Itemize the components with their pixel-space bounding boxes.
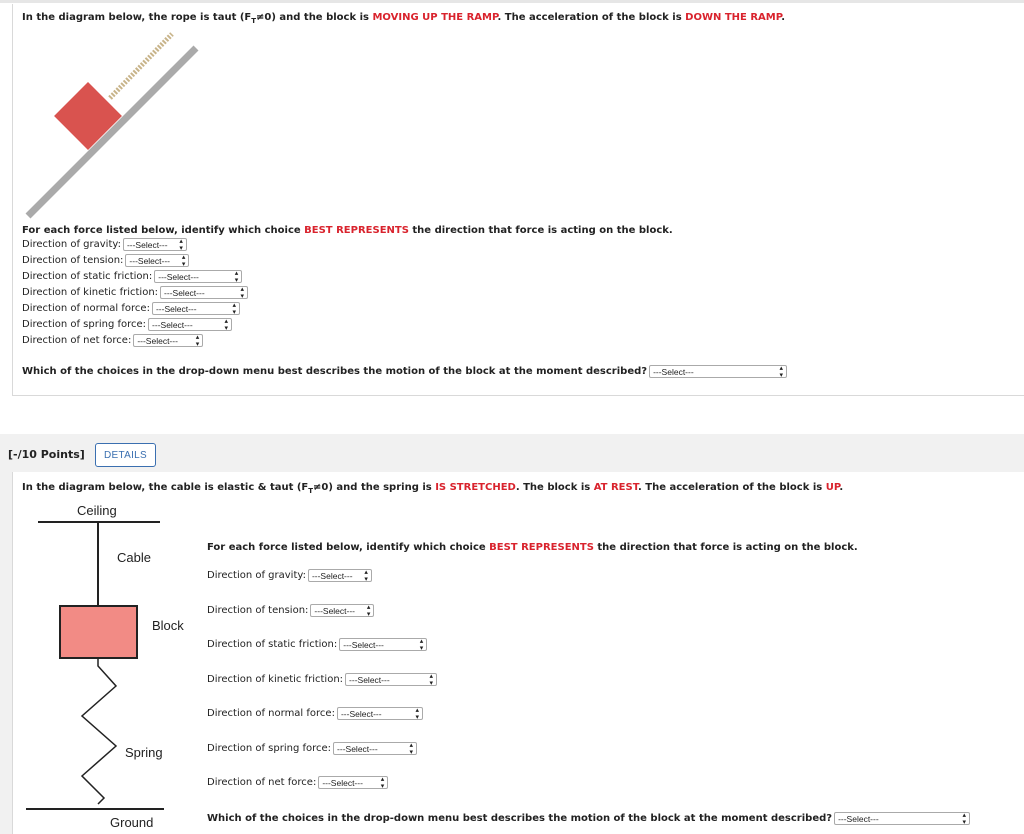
ramp	[28, 48, 196, 216]
block-label: Block	[152, 618, 184, 633]
points-label: [-/10 Points]	[8, 448, 85, 461]
select-arrows-icon: ▴ ▾	[415, 706, 419, 721]
select-arrows-icon: ▴ ▾	[779, 364, 784, 379]
top-divider	[0, 0, 1024, 3]
q1-motion-row: Which of the choices in the drop-down menu best describes the motion of the block at the moment described? ---Select--- ▴ ▾	[22, 365, 787, 378]
q2-spring-force-select[interactable]: ---Select--- ▴ ▾	[333, 742, 417, 755]
q1-spring-force-select[interactable]: ---Select--- ▴ ▾	[148, 318, 232, 331]
select-arrows-icon: ▴ ▾	[962, 811, 967, 826]
q1-motion-select[interactable]: ---Select--- ▴ ▾	[649, 365, 787, 378]
details-button[interactable]: DETAILS	[95, 443, 156, 467]
select-arrows-icon: ▴ ▾	[366, 603, 371, 618]
select-arrows-icon: ▴ ▾	[429, 672, 434, 687]
q1-static-friction-select[interactable]: ---Select--- ▴ ▾	[154, 270, 242, 283]
select-arrows-icon: ▴ ▾	[232, 301, 236, 316]
q2-row-gravity: Direction of gravity: ---Select--- ▴ ▾	[207, 569, 372, 582]
q1-row-spring-force: Direction of spring force: ---Select--- ▴ ▾	[22, 318, 232, 331]
q2-row-normal-force: Direction of normal force: ---Select--- ▴ ▾	[207, 707, 423, 720]
select-arrows-icon: ▴ ▾	[224, 317, 229, 332]
q2-normal-force-select[interactable]: ---Select--- ▴ ▾	[337, 707, 423, 720]
select-arrows-icon: ▴ ▾	[179, 237, 183, 252]
q2-intro: In the diagram below, the cable is elastic & taut $(F_T\ne 0)$ and the spring is IS STRETCHED. The block is AT REST. The acceleration of the block is UP.	[22, 482, 844, 495]
hanging-block	[60, 606, 137, 658]
cable-label: Cable	[117, 550, 151, 565]
q1-gravity-select[interactable]: ---Select--- ▴ ▾	[123, 238, 187, 251]
q2-tension-select[interactable]: ---Select--- ▴ ▾	[310, 604, 374, 617]
select-arrows-icon: ▴ ▾	[419, 637, 424, 652]
select-arrows-icon: ▴ ▾	[364, 568, 368, 583]
q2-motion-row: Which of the choices in the drop-down menu best describes the motion of the block at the moment described? ---Select--- ▴ ▾	[207, 812, 970, 825]
q2-row-kinetic-friction: Direction of kinetic friction: ---Select--- ▴ ▾	[207, 673, 437, 686]
q2-instructions: For each force listed below, identify which choice BEST REPRESENTS the direction that force is acting on the block.	[207, 542, 858, 553]
q1-kinetic-friction-select[interactable]: ---Select--- ▴ ▾	[160, 286, 248, 299]
spring-diagram	[24, 518, 164, 814]
select-arrows-icon: ▴ ▾	[380, 775, 385, 790]
q2-net-force-select[interactable]: ---Select--- ▴ ▾	[318, 776, 388, 789]
q2-row-spring-force: Direction of spring force: ---Select--- ▴ ▾	[207, 742, 417, 755]
q1-row-net-force: Direction of net force: ---Select--- ▴ ▾	[22, 334, 203, 347]
spring-label: Spring	[125, 745, 163, 760]
ramp-block	[54, 82, 122, 150]
q1-row-static-friction: Direction of static friction: ---Select--- ▴ ▾	[22, 270, 242, 283]
q1-tension-select[interactable]: ---Select--- ▴ ▾	[125, 254, 189, 267]
q2-row-net-force: Direction of net force: ---Select--- ▴ ▾	[207, 776, 388, 789]
rope	[110, 34, 172, 98]
q1-row-tension: Direction of tension: ---Select--- ▴ ▾	[22, 254, 189, 267]
q2-motion-select[interactable]: ---Select--- ▴ ▾	[834, 812, 970, 825]
ramp-diagram	[20, 28, 210, 223]
q2-row-tension: Direction of tension: ---Select--- ▴ ▾	[207, 604, 374, 617]
q2-gravity-select[interactable]: ---Select--- ▴ ▾	[308, 569, 372, 582]
q2-kinetic-friction-select[interactable]: ---Select--- ▴ ▾	[345, 673, 437, 686]
ground-label: Ground	[110, 815, 154, 830]
q1-row-normal-force: Direction of normal force: ---Select--- ▴ ▾	[22, 302, 240, 315]
select-arrows-icon: ▴ ▾	[240, 285, 245, 300]
select-arrows-icon: ▴ ▾	[181, 253, 186, 268]
q1-row-gravity: Direction of gravity: ---Select--- ▴ ▾	[22, 238, 187, 251]
select-arrows-icon: ▴ ▾	[195, 333, 200, 348]
ceiling-label: Ceiling	[77, 503, 117, 518]
q2-row-static-friction: Direction of static friction: ---Select--- ▴ ▾	[207, 638, 427, 651]
select-arrows-icon: ▴ ▾	[234, 269, 239, 284]
q1-net-force-select[interactable]: ---Select--- ▴ ▾	[133, 334, 203, 347]
q1-normal-force-select[interactable]: ---Select--- ▴ ▾	[152, 302, 240, 315]
q2-static-friction-select[interactable]: ---Select--- ▴ ▾	[339, 638, 427, 651]
q1-instructions: For each force listed below, identify which choice BEST REPRESENTS the direction that force is acting on the block.	[22, 225, 673, 236]
select-arrows-icon: ▴ ▾	[409, 741, 414, 756]
q1-intro: In the diagram below, the rope is taut $(F_T\ne 0)$ and the block is MOVING UP THE RAMP. The acceleration of the block is DOWN THE RAMP.	[22, 12, 786, 25]
q1-row-kinetic-friction: Direction of kinetic friction: ---Select--- ▴ ▾	[22, 286, 248, 299]
spring-coil	[82, 658, 116, 804]
